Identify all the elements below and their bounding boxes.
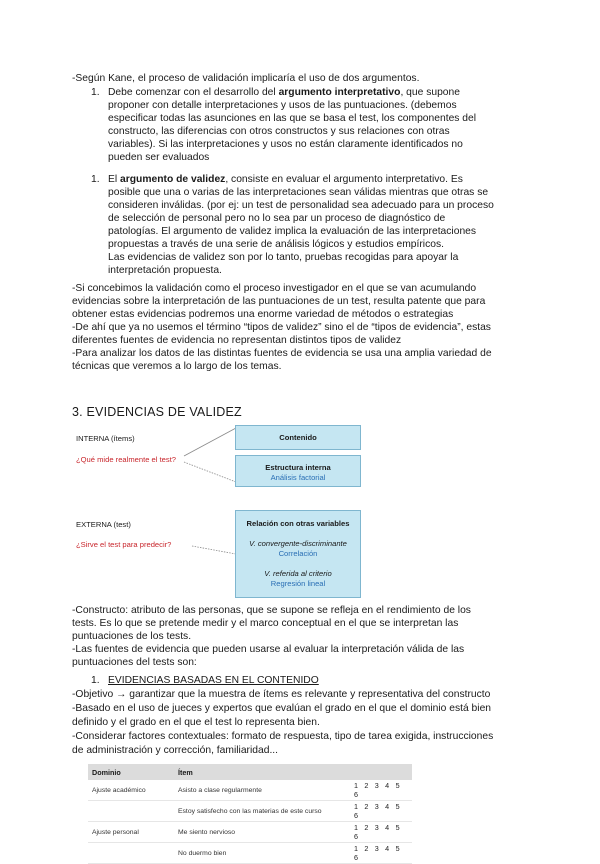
content-line: de administración y corrección, familiaridad... xyxy=(72,745,279,756)
table-cell: 1 2 3 4 5 6 xyxy=(350,822,412,843)
table-cell: 1 2 3 4 5 6 xyxy=(350,780,412,801)
content-line: definido y el grado en el que el test lo representa bien. xyxy=(72,717,320,728)
interna-label: INTERNA (ítems) xyxy=(76,434,135,443)
arg1-line: constructo, las diferencias con otros constructos y sus relaciones con otras xyxy=(108,126,450,137)
table-cell: Ajuste académico xyxy=(88,780,174,801)
fuentes-line: -Las fuentes de evidencia que pueden usarse al evaluar la interpretación válida de las xyxy=(72,644,465,655)
constructo-line: tests. Es lo que se pretende medir y el marco conceptual en el que se interpretan las xyxy=(72,618,459,629)
arg1-bold-term: argumento interpretativo xyxy=(278,87,401,98)
box-contenido: Contenido xyxy=(235,425,361,450)
table-row xyxy=(88,843,412,864)
box-relacion-otras-variables: Relación con otras variables V. convergente-discriminante Correlación V. referida al criterio Regresión lineal xyxy=(235,510,361,598)
content-line: -Objetivo → garantizar que la muestra de ítems es relevante y representativa del constructo xyxy=(72,689,491,700)
arg1-line: especificar todas las asunciones en las que se basa el test, los componentes del xyxy=(108,113,477,124)
paragraph-line: diferentes fuentes de evidencia no representan distintos tipos de validez xyxy=(72,335,402,346)
arg2-bold-term: argumento de validez xyxy=(120,174,226,185)
paragraph-line: obtener estas evidencias podremos una enorme variedad de métodos o estrategias xyxy=(72,309,454,320)
interna-connector xyxy=(180,424,240,484)
table-cell xyxy=(88,801,174,822)
arg2-number: 1. xyxy=(91,174,100,185)
arg2-line: interpretación propuesta. xyxy=(108,265,222,276)
table-cell: No duermo bien xyxy=(174,843,350,864)
arg2-line: Las evidencias de validez son por lo tanto, pruebas recogidas para apoyar la xyxy=(108,252,459,263)
table-cell: Estoy satisfecho con las materias de este curso xyxy=(174,801,350,822)
table-row xyxy=(88,801,412,822)
interna-question: ¿Qué mide realmente el test? xyxy=(76,455,177,464)
externa-label: EXTERNA (test) xyxy=(76,520,131,529)
paragraph-line: evidencias sobre la interpretación de las puntuaciones de un test, resulta patente que para xyxy=(72,296,486,307)
table-cell: Me siento nervioso xyxy=(174,822,350,843)
externa-question: ¿Sirve el test para predecir? xyxy=(76,540,172,549)
arg2-line: consideren inválidas. (por ej: un test de personalidad sea adecuado para un proceso xyxy=(108,200,494,211)
arg1-line: pueden ser evaluados xyxy=(108,152,210,163)
arg2-first-line: El argumento de validez, consiste en evaluar el argumento interpretativo. Es xyxy=(108,174,463,185)
paragraph-line: técnicas que veremos a lo largo de los temas. xyxy=(72,361,282,372)
list-item-number: 1. xyxy=(91,675,100,686)
table-cell: 1 2 3 4 5 6 xyxy=(350,801,412,822)
table-cell xyxy=(88,843,174,864)
arg2-line: de selección de personal pero no lo sea par un proceso de diagnóstico de xyxy=(108,213,446,224)
paragraph-line: -Para analizar los datos de las distintas fuentes de evidencia se usa una amplia variedad de xyxy=(72,348,492,359)
table-header-row xyxy=(88,764,412,780)
section-title: 3. EVIDENCIAS DE VALIDEZ xyxy=(72,405,242,419)
table-row xyxy=(88,780,412,801)
fuentes-line: puntuaciones del tests son: xyxy=(72,657,197,668)
arg2-line: patologías. El argumento de validez implica la evaluación de las interpretaciones xyxy=(108,226,477,237)
table-header: Dominio xyxy=(88,764,174,780)
kane-intro: -Según Kane, el proceso de validación implicaría el uso de dos argumentos. xyxy=(72,73,420,84)
table-cell: 1 2 3 4 5 6 xyxy=(350,843,412,864)
paragraph-line: -Si concebimos la validación como el proceso investigador en el que se van acumulando xyxy=(72,283,477,294)
table-header: Ítem xyxy=(174,764,350,780)
domain-item-table xyxy=(88,764,412,864)
externa-connector xyxy=(190,540,240,560)
arg2-line: propuestas a través de una serie de análisis lógicos y estudios empíricos. xyxy=(108,239,444,250)
box-estructura-interna: Estructura interna Análisis factorial xyxy=(235,455,361,487)
table-cell: Ajuste personal xyxy=(88,822,174,843)
arg1-line: proponer con detalle interpretaciones y usos de las puntuaciones. (debemos xyxy=(108,100,457,111)
arg2-line: posible que una o varias de las interpretaciones sean válidas mientras que otras se xyxy=(108,187,489,198)
paragraph-line: -De ahí que ya no usemos el término “tipos de validez” sino el de “tipos de evidencia”, estas xyxy=(72,322,491,333)
arg1-line: variables). Si las interpretaciones y usos no están claramente identificados no xyxy=(108,139,463,150)
content-line: -Considerar factores contextuales: formato de respuesta, tipo de tarea exigida, instrucciones xyxy=(72,731,494,742)
arg1-first-line: Debe comenzar con el desarrollo del argumento interpretativo, que supone xyxy=(108,87,460,98)
table-cell: Asisto a clase regularmente xyxy=(174,780,350,801)
table-row xyxy=(88,822,412,843)
content-line: -Basado en el uso de jueces y expertos que evalúan el grado en el que el dominio está bien xyxy=(72,703,492,714)
constructo-line: -Constructo: atributo de las personas, que se supone se refleja en el rendimiento de los xyxy=(72,605,471,616)
table-header xyxy=(350,764,412,780)
arg1-number: 1. xyxy=(91,87,100,98)
list-item-heading: EVIDENCIAS BASADAS EN EL CONTENIDO xyxy=(108,675,319,686)
constructo-line: puntuaciones de los tests. xyxy=(72,631,192,642)
